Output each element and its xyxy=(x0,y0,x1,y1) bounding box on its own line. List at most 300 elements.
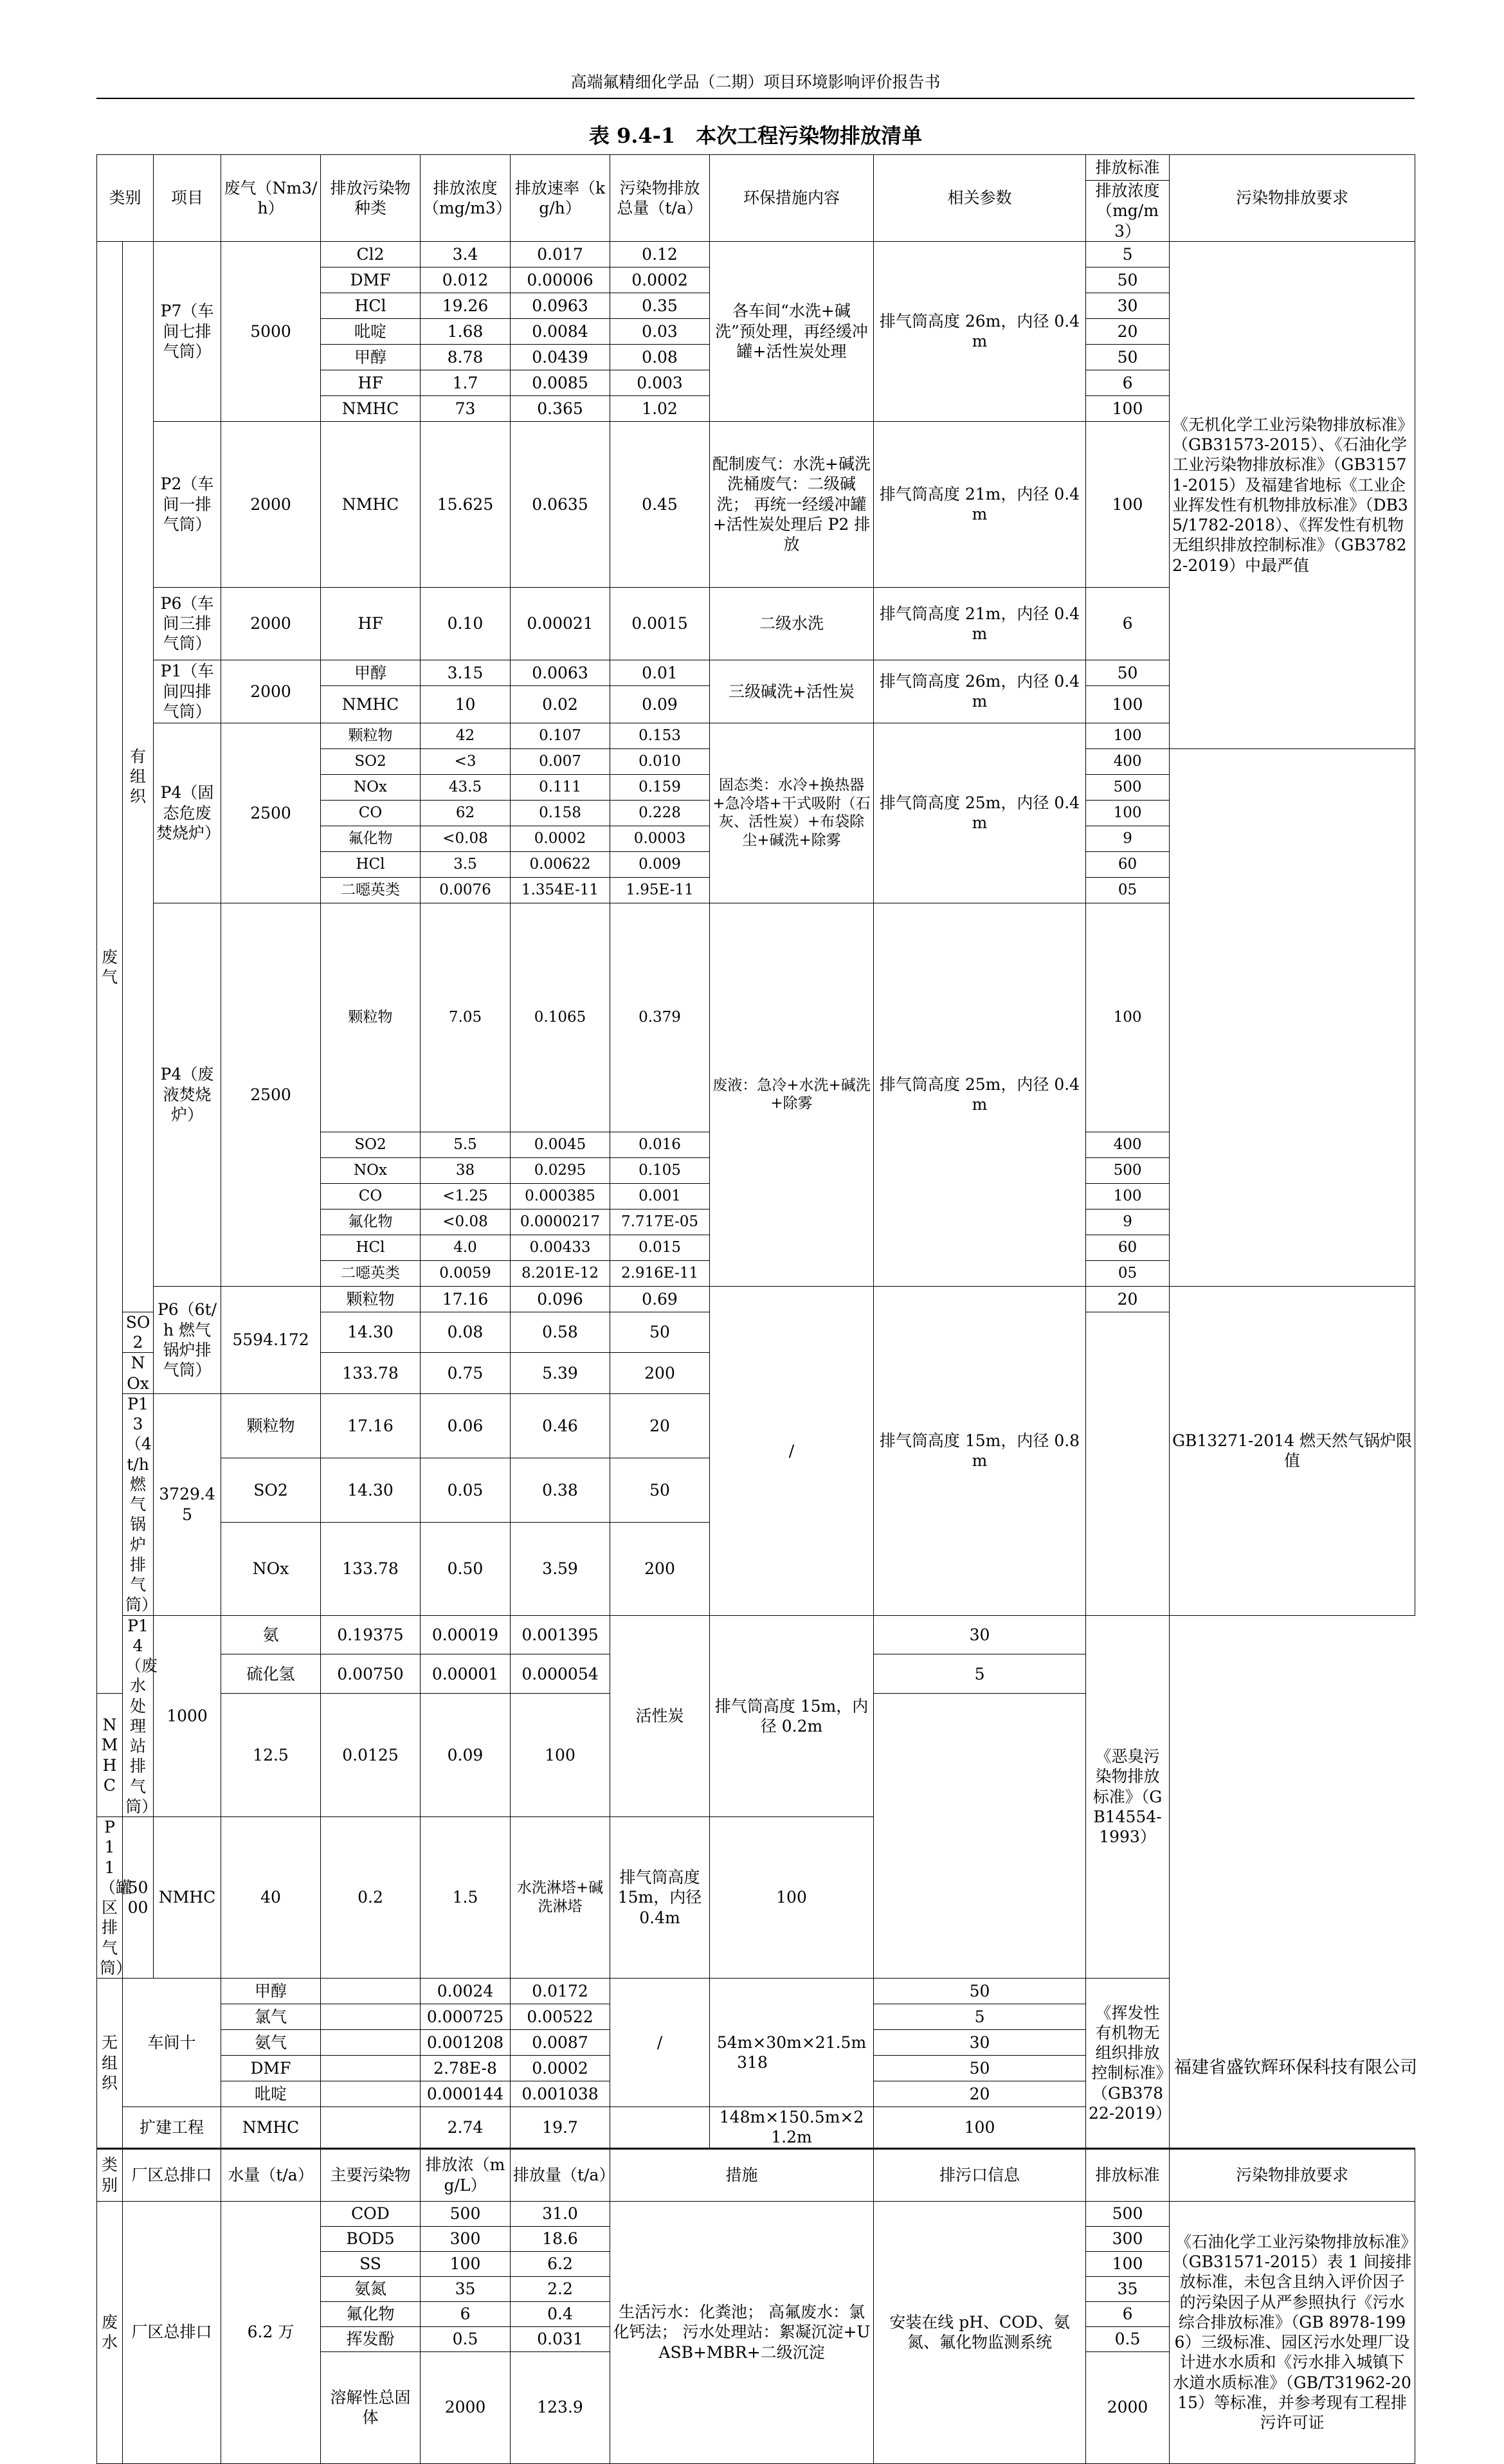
source-p1: P1（车间四排气筒） xyxy=(154,660,221,723)
total: 0.45 xyxy=(610,421,710,587)
pollutant: 甲醇 xyxy=(221,1979,321,2004)
concentration: <1.25 xyxy=(421,1183,511,1209)
table-row xyxy=(97,155,1415,181)
standard-value: 100 xyxy=(1086,903,1170,1132)
total: 1.5 xyxy=(421,1817,511,1979)
total: 0.12 xyxy=(610,241,710,267)
header-requirement: 污染物排放要求 xyxy=(1170,155,1415,242)
concentration: 2000 xyxy=(421,2351,511,2463)
header-standard: 排放标准 xyxy=(1086,155,1170,181)
total: 0.0002 xyxy=(610,267,710,293)
total: 0.46 xyxy=(511,1393,610,1458)
standard-value: 200 xyxy=(610,1522,710,1615)
concentration: 17.16 xyxy=(421,1286,511,1312)
total: 0.01 xyxy=(610,660,710,685)
header-concentration: 排放浓度（mg/m3） xyxy=(421,155,511,242)
concentration: 43.5 xyxy=(421,774,511,800)
rate: 0.007 xyxy=(511,748,610,774)
total: 0.105 xyxy=(610,1157,710,1183)
standard-value: 100 xyxy=(1086,723,1170,748)
rate: 0.001208 xyxy=(421,2030,511,2056)
rate: 0.00006 xyxy=(511,267,610,293)
pollutant: BOD5 xyxy=(321,2226,421,2251)
standard-value: 9 xyxy=(1086,1209,1170,1235)
pollutant: HCl xyxy=(321,293,421,318)
standard-value: 20 xyxy=(610,1393,710,1458)
standard-value: 100 xyxy=(1086,1183,1170,1209)
pollutant: 氟化物 xyxy=(321,2301,421,2326)
rate: 0.158 xyxy=(511,800,610,826)
standard-value: 35 xyxy=(1086,2276,1170,2301)
pollutant: COD xyxy=(321,2201,421,2226)
rate: 0.000144 xyxy=(421,2081,511,2107)
standard-value: 50 xyxy=(610,1312,710,1353)
rate: 2.78E-8 xyxy=(421,2056,511,2081)
standard-value: 50 xyxy=(874,1979,1086,2004)
concentration: 19.26 xyxy=(421,293,511,318)
rate: 0.111 xyxy=(511,774,610,800)
header-rate: 排放速率（kg/h） xyxy=(511,155,610,242)
table-row xyxy=(97,2148,1415,2201)
water-header-pollutant: 主要污染物 xyxy=(321,2148,421,2201)
water-header-outlet-info: 排污口信息 xyxy=(874,2148,1086,2201)
total: 0.0087 xyxy=(511,2030,610,2056)
pollutant: 颗粒物 xyxy=(221,1393,321,1458)
concentration: 1.7 xyxy=(421,370,511,395)
standard-value: 5 xyxy=(874,2004,1086,2030)
pollutant: 甲醇 xyxy=(321,344,421,370)
standard-value: 50 xyxy=(1086,660,1170,685)
params: 排气筒高度 21m，内径 0.4m xyxy=(874,587,1086,660)
table-row xyxy=(97,1615,1415,1654)
emission-table xyxy=(96,154,1415,2464)
rate: 1.354E-11 xyxy=(511,877,610,903)
unorganized-label: 无组织 xyxy=(97,1979,123,2149)
params: 排气筒高度 26m，内径 0.4m xyxy=(874,241,1086,421)
concentration: 1.68 xyxy=(421,318,511,344)
gas-volume: 2500 xyxy=(221,723,321,903)
total: 1.95E-11 xyxy=(610,877,710,903)
concentration: 0.19375 xyxy=(321,1615,421,1654)
concentration: 4.0 xyxy=(421,1235,511,1260)
standard-value: 20 xyxy=(1086,318,1170,344)
concentration: 17.16 xyxy=(321,1393,421,1458)
source-p11: P11（罐区排气筒） xyxy=(97,1817,123,1979)
standard-value: 300 xyxy=(1086,2226,1170,2251)
concentration xyxy=(321,2107,421,2149)
standard-value: 200 xyxy=(610,1353,710,1394)
concentration: 73 xyxy=(421,395,511,421)
amount: 6.2 xyxy=(511,2251,610,2276)
rate: 0.0000217 xyxy=(511,1209,610,1235)
measures: 活性炭 xyxy=(610,1615,710,1817)
total: 0.015 xyxy=(610,1235,710,1260)
standard-value: 500 xyxy=(1086,1157,1170,1183)
pollutant: 二噁英类 xyxy=(321,877,421,903)
document-header: 高端氟精细化学品（二期）项目环境影响评价报告书 xyxy=(570,73,941,91)
water-header-outlet: 厂区总排口 xyxy=(123,2148,221,2201)
measures: / xyxy=(610,1979,710,2107)
amount: 31.0 xyxy=(511,2201,610,2226)
source-workshop10: 车间十 xyxy=(123,1979,221,2107)
standard-value: 100 xyxy=(1086,421,1170,587)
standard-value: 30 xyxy=(874,2030,1086,2056)
total: 0.010 xyxy=(610,748,710,774)
standard-value: 20 xyxy=(1086,1286,1170,1312)
rate: 0.02 xyxy=(511,685,610,723)
pollutant: 氨气 xyxy=(221,2030,321,2056)
amount: 18.6 xyxy=(511,2226,610,2251)
standard-value: 60 xyxy=(1086,851,1170,877)
rate: 0.000725 xyxy=(421,2004,511,2030)
standard-value: 6 xyxy=(1086,2301,1170,2326)
total: 19.7 xyxy=(511,2107,610,2149)
header-total: 污染物排放总量（t/a） xyxy=(610,155,710,242)
total: 0.0002 xyxy=(511,2056,610,2081)
water-outlet: 厂区总排口 xyxy=(123,2201,221,2463)
water-header-concentration: 排放浓（mg/L） xyxy=(421,2148,511,2201)
rate: 0.05 xyxy=(421,1458,511,1522)
pollutant: 颗粒物 xyxy=(321,903,421,1132)
measures xyxy=(610,2107,710,2149)
water-measures: 生活污水：化粪池； 高氟废水：氯化钙法； 污水处理站：絮凝沉淀+UASB+MBR+二级沉淀 xyxy=(610,2201,874,2463)
category-gas-label: 废气 xyxy=(97,241,123,1693)
requirement-text: 《无机化学工业污染物排放标准》（GB31573-2015）、《石油化学工业污染物排放标准》（GB31571-2015）及福建省地标《工业企业挥发性有机物排放标准》（DB35/1782-2018）、《挥发性有机物无组织排放控制标准》（GB37822-2019）中最严值 xyxy=(1170,241,1415,748)
pollutant: NMHC xyxy=(321,421,421,587)
standard-value: 30 xyxy=(874,1615,1086,1654)
total: 7.717E-05 xyxy=(610,1209,710,1235)
rate: 0.0963 xyxy=(511,293,610,318)
header-category: 类别 xyxy=(97,155,154,242)
rate: 0.0002 xyxy=(511,826,610,851)
standard-value: 500 xyxy=(1086,774,1170,800)
pollutant: SS xyxy=(321,2251,421,2276)
total: 0.001395 xyxy=(511,1615,610,1654)
standard-value: 50 xyxy=(1086,344,1170,370)
concentration: 14.30 xyxy=(321,1458,421,1522)
total: 0.153 xyxy=(610,723,710,748)
total: 0.0015 xyxy=(610,587,710,660)
standard-value: 400 xyxy=(1086,1132,1170,1157)
rate: 0.1065 xyxy=(511,903,610,1132)
measures: 三级碱洗+活性炭 xyxy=(710,660,874,723)
pollutant: NOx xyxy=(321,1157,421,1183)
water-header-measures: 措施 xyxy=(610,2148,874,2201)
source-p2: P2（车间一排气筒） xyxy=(154,421,221,587)
pollutant: Cl2 xyxy=(321,241,421,267)
pollutant: 溶解性总固体 xyxy=(321,2351,421,2463)
measures: 配制废气：水洗+碱洗 洗桶废气：二级碱洗； 再统一经缓冲罐+活性炭处理后 P2 排放 xyxy=(710,421,874,587)
standard-value: 05 xyxy=(1086,877,1170,903)
concentration xyxy=(321,2056,421,2081)
total: 0.09 xyxy=(421,1694,511,1817)
pollutant: HCl xyxy=(321,1235,421,1260)
total: 0.016 xyxy=(610,1132,710,1157)
standard-value: 100 xyxy=(874,2107,1086,2149)
concentration: 14.30 xyxy=(321,1312,421,1353)
concentration: <0.08 xyxy=(421,826,511,851)
gas-volume: 5594.172 xyxy=(221,1286,321,1393)
pollutant: HF xyxy=(321,587,421,660)
water-header-volume: 水量（t/a） xyxy=(221,2148,321,2201)
rate: 0.017 xyxy=(511,241,610,267)
standard-value: 20 xyxy=(874,2081,1086,2107)
concentration xyxy=(321,2081,421,2107)
company-name: 福建省盛钦辉环保科技有限公司 xyxy=(1174,2058,1417,2078)
pollutant: SO2 xyxy=(321,748,421,774)
total: 0.35 xyxy=(610,293,710,318)
table-row xyxy=(97,241,1415,267)
rate: 0.00021 xyxy=(511,587,610,660)
water-volume: 6.2 万 xyxy=(221,2201,321,2463)
pollutant: 硫化氢 xyxy=(221,1654,321,1694)
standard-value: 05 xyxy=(1086,1260,1170,1286)
water-header-amount: 排放量（t/a） xyxy=(511,2148,610,2201)
total: 0.228 xyxy=(610,800,710,826)
header-params: 相关参数 xyxy=(874,155,1086,242)
gas-volume: 3729.45 xyxy=(154,1393,221,1615)
source-p13: P13（4t/h 燃气锅炉排气筒） xyxy=(123,1393,154,1615)
pollutant: SO2 xyxy=(221,1458,321,1522)
total: 0.379 xyxy=(610,903,710,1132)
pollutant: NMHC xyxy=(321,685,421,723)
pollutant: SO2 xyxy=(123,1312,154,1353)
params: 排气筒高度 25m，内径 0.4m xyxy=(874,723,1086,903)
measures: 水洗淋塔+碱洗淋塔 xyxy=(511,1817,610,1979)
concentration: 35 xyxy=(421,2276,511,2301)
params: 排气筒高度 25m，内径 0.4m xyxy=(874,903,1086,1286)
header-standard-concentration: 排放浓度（mg/m3） xyxy=(1086,181,1170,242)
pollutant: HCl xyxy=(321,851,421,877)
total: 2.916E-11 xyxy=(610,1260,710,1286)
standard-value: 100 xyxy=(511,1694,610,1817)
measures: 各车间“水洗+碱洗”预处理，再经缓冲罐+活性炭处理 xyxy=(710,241,874,421)
header-item: 项目 xyxy=(154,155,221,242)
rate: 0.0439 xyxy=(511,344,610,370)
pollutant: 氯气 xyxy=(221,2004,321,2030)
gas-volume: 2500 xyxy=(221,903,321,1286)
pollutant: 颗粒物 xyxy=(321,1286,421,1312)
gas-volume: 1000 xyxy=(154,1615,221,1817)
source-p4s: P4（固态危废焚烧炉） xyxy=(154,723,221,903)
measures: / xyxy=(710,1286,874,1615)
concentration: 0.012 xyxy=(421,267,511,293)
source-p4l: P4（废液焚烧炉） xyxy=(154,903,221,1286)
total: 0.003 xyxy=(610,370,710,395)
concentration: 0.10 xyxy=(421,587,511,660)
amount: 0.4 xyxy=(511,2301,610,2326)
concentration: 7.05 xyxy=(421,903,511,1132)
table-row xyxy=(97,903,1415,1132)
standard-value: 50 xyxy=(1086,267,1170,293)
page-number: 318 xyxy=(737,2053,768,2072)
rate: 0.2 xyxy=(321,1817,421,1979)
standard-value: 400 xyxy=(1086,748,1170,774)
rate: 8.201E-12 xyxy=(511,1260,610,1286)
params: 排气筒高度 15m，内径 0.2m xyxy=(710,1615,874,1817)
rate: 0.0084 xyxy=(511,318,610,344)
standard-value: 50 xyxy=(610,1458,710,1522)
standard-value: 100 xyxy=(1086,685,1170,723)
pollutant: CO xyxy=(321,800,421,826)
rate: 0.0085 xyxy=(511,370,610,395)
pollutant: DMF xyxy=(221,2056,321,2081)
source-p6-boiler: P6（6t/h 燃气锅炉排气筒） xyxy=(154,1286,221,1393)
requirement-text: 《挥发性有机物无组织排放控制标准》（GB37822-2019） xyxy=(1086,1979,1170,2149)
concentration: 0.0076 xyxy=(421,877,511,903)
concentration: 3.4 xyxy=(421,241,511,267)
water-header-category: 类别 xyxy=(97,2148,123,2201)
concentration: 42 xyxy=(421,723,511,748)
concentration: 62 xyxy=(421,800,511,826)
pollutant: 氟化物 xyxy=(321,826,421,851)
rate: 0.00622 xyxy=(511,851,610,877)
standard-value: 5 xyxy=(874,1654,1086,1694)
pollutant: 挥发酚 xyxy=(321,2326,421,2351)
concentration: 12.5 xyxy=(221,1694,321,1817)
total: 0.159 xyxy=(610,774,710,800)
standard-value: 5 xyxy=(1086,241,1170,267)
total: 0.0003 xyxy=(610,826,710,851)
source-p14: P14（废水处理站排气筒） xyxy=(123,1615,154,1817)
total: 0.58 xyxy=(511,1312,610,1353)
water-header-standard: 排放标准 xyxy=(1086,2148,1170,2201)
concentration: <3 xyxy=(421,748,511,774)
source-expansion: 扩建工程 xyxy=(123,2107,221,2149)
water-outlet-info: 安装在线 pH、COD、氨氮、氟化物监测系统 xyxy=(874,2201,1086,2463)
amount: 2.2 xyxy=(511,2276,610,2301)
pollutant: HF xyxy=(321,370,421,395)
concentration: 6 xyxy=(421,2301,511,2326)
rate: 0.0063 xyxy=(511,660,610,685)
rate: 0.00019 xyxy=(421,1615,511,1654)
params: 排气筒高度 15m，内径 0.4m xyxy=(610,1817,710,1979)
pollutant: DMF xyxy=(321,267,421,293)
rate: 0.0125 xyxy=(321,1694,421,1817)
concentration: 8.78 xyxy=(421,344,511,370)
table-row xyxy=(97,1286,1415,1312)
pollutant: SO2 xyxy=(321,1132,421,1157)
rate: 0.00433 xyxy=(511,1235,610,1260)
pollutant: NMHC xyxy=(321,395,421,421)
category-water-label: 废水 xyxy=(97,2201,123,2463)
rate: 0.365 xyxy=(511,395,610,421)
rate: 0.0295 xyxy=(511,1157,610,1183)
pollutant: NOx xyxy=(221,1522,321,1615)
pollutant: 氨氮 xyxy=(321,2276,421,2301)
standard-value: 100 xyxy=(1086,395,1170,421)
concentration xyxy=(321,2004,421,2030)
concentration: <0.08 xyxy=(421,1209,511,1235)
rate: 0.50 xyxy=(421,1522,511,1615)
pollutant: 甲醇 xyxy=(321,660,421,685)
source-p7: P7（车间七排气筒） xyxy=(154,241,221,421)
standard-value: 100 xyxy=(1086,800,1170,826)
concentration: 100 xyxy=(421,2251,511,2276)
standard-value: 6 xyxy=(1086,370,1170,395)
measures: 废液：急冷+水洗+碱洗+除雾 xyxy=(710,903,874,1286)
gas-volume: 2000 xyxy=(221,587,321,660)
pollutant: NOx xyxy=(123,1353,154,1394)
pollutant: 吡啶 xyxy=(321,318,421,344)
rate: 0.75 xyxy=(421,1353,511,1394)
concentration: 0.5 xyxy=(421,2326,511,2351)
standard-value: 100 xyxy=(710,1817,874,1979)
total: 0.03 xyxy=(610,318,710,344)
gas-volume: 5000 xyxy=(221,241,321,421)
emission-table-body xyxy=(97,155,1415,2464)
concentration: 3.15 xyxy=(421,660,511,685)
total: 0.000054 xyxy=(511,1654,610,1694)
rate: 0.0024 xyxy=(421,1979,511,2004)
concentration: 15.625 xyxy=(421,421,511,587)
standard-value: 9 xyxy=(1086,826,1170,851)
total: 0.00522 xyxy=(511,2004,610,2030)
requirement-text: 《恶臭污染物排放标准》（GB14554-1993） xyxy=(1086,1615,1170,1979)
params: 排气筒高度 15m，内径 0.8m xyxy=(874,1286,1086,1615)
table-row xyxy=(97,1979,1415,2004)
gas-volume: 2000 xyxy=(221,660,321,723)
rate: 0.107 xyxy=(511,723,610,748)
standard-value: 0.5 xyxy=(1086,2326,1170,2351)
concentration: 133.78 xyxy=(321,1353,421,1394)
water-header-requirement: 污染物排放要求 xyxy=(1170,2148,1415,2201)
concentration: 0.0059 xyxy=(421,1260,511,1286)
total: 3.59 xyxy=(511,1522,610,1615)
requirement-text: GB13271-2014 燃天然气锅炉限值 xyxy=(1170,1286,1415,1615)
total: 0.001 xyxy=(610,1183,710,1209)
total: 5.39 xyxy=(511,1353,610,1394)
total: 0.0172 xyxy=(511,1979,610,2004)
requirement-text: 《石油化学工业污染物排放标准》（GB31571-2015）表 1 间接排放标准，未包含且纳入评价因子的污染因子从严参照执行《污水综合排放标准》（GB 8978-1996）三级标准、园区污水处理厂设计进水水质和《污水排入城镇下水道水质标准》（GB/T31962-2015）等标准，并参考现有工程排污许可证 xyxy=(1170,2201,1415,2463)
rate: 2.74 xyxy=(421,2107,511,2149)
rate: 0.000385 xyxy=(511,1183,610,1209)
pollutant: 吡啶 xyxy=(221,2081,321,2107)
total: 0.09 xyxy=(610,685,710,723)
pollutant: 氨 xyxy=(221,1615,321,1654)
header-pollutant: 排放污染物种类 xyxy=(321,155,421,242)
measures: 固态类：水冷+换热器+急冷塔+干式吸附（石灰、活性炭）+布袋除尘+碱洗+除雾 xyxy=(710,723,874,903)
table-row xyxy=(97,2107,1415,2149)
pollutant: 颗粒物 xyxy=(321,723,421,748)
rate: 0.096 xyxy=(511,1286,610,1312)
total: 0.001038 xyxy=(511,2081,610,2107)
header-gas-volume: 废气（Nm3/h） xyxy=(221,155,321,242)
standard-value: 100 xyxy=(1086,2251,1170,2276)
pollutant: CO xyxy=(321,1183,421,1209)
standard-value: 50 xyxy=(874,2056,1086,2081)
params: 排气筒高度 26m，内径 0.4m xyxy=(874,660,1086,723)
gas-volume: 5000 xyxy=(123,1817,154,1979)
standard-value: 60 xyxy=(1086,1235,1170,1260)
amount: 0.031 xyxy=(511,2326,610,2351)
rate: 0.0635 xyxy=(511,421,610,587)
rate: 0.08 xyxy=(421,1312,511,1353)
table-row xyxy=(97,1817,1415,1979)
measures: 二级水洗 xyxy=(710,587,874,660)
total: 0.69 xyxy=(610,1286,710,1312)
total: 0.009 xyxy=(610,851,710,877)
params: 排气筒高度 21m，内径 0.4m xyxy=(874,421,1086,587)
concentration xyxy=(321,1979,421,2004)
concentration xyxy=(321,2030,421,2056)
concentration: 5.5 xyxy=(421,1132,511,1157)
concentration: 300 xyxy=(421,2226,511,2251)
table-title: 表 9.4-1 本次工程污染物排放清单 xyxy=(588,123,923,148)
gas-volume: 2000 xyxy=(221,421,321,587)
table-row xyxy=(97,2201,1415,2226)
pollutant: NMHC xyxy=(221,2107,321,2149)
